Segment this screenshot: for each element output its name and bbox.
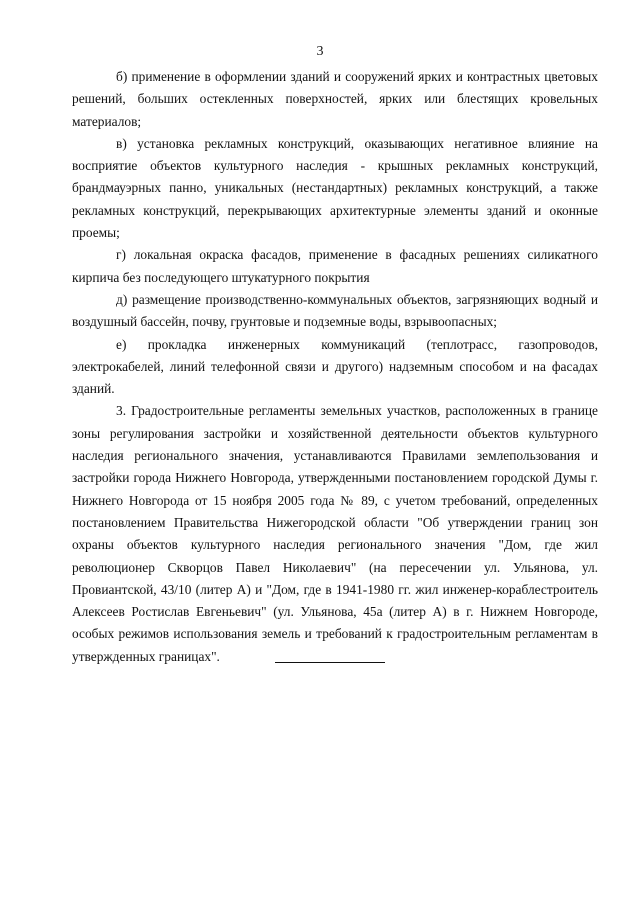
paragraph-b: б) применение в оформлении зданий и сооружений ярких и контрастных цветовых решений, больших остекленных поверхностей, ярких или блестящих кровельных материалов; [72,69,598,129]
paragraph-g: г) локальная окраска фасадов, применение в фасадных решениях силикатного кирпича без последующего штукатурного покрытия [72,247,598,285]
end-divider-line [275,662,385,663]
paragraph-d: д) размещение производственно-коммунальных объектов, загрязняющих водный и воздушный бассейн, почву, грунтовые и подземные воды, взрывоопасных; [72,291,598,330]
paragraph-e: е) прокладка инженерных коммуникаций (теплотрасс, газопроводов, электрокабелей, линий телефонной связи и другого) надземным способом и на фасадах зданий. [72,336,598,397]
document-body [72,66,598,668]
page-number: 3 [316,44,324,59]
paragraph-3: 3. Градостроительные регламенты земельных участков, расположенных в границе зоны регулирования застройки и хозяйственной деятельности объектов культурного наследия регионального значения, устанавливаются Правилами землепользования и застройки города Нижнего Новгорода, утвержденными постановлением городской Думы г. Нижнего Новгорода от 15 ноября 2005 года № 89, с учетом требований, определенных постановлением Правительства Нижегородской области "Об утверждении границ зон охраны объектов культурного наследия регионального значения "Дом, где жил революционер Скворцов Павел Николаевич" (на пересечении ул. Ульянова, ул. Провиантской, 43/10 (литер А) и "Дом, где в 1941-1980 гг. жил инженер-кораблестроитель Алексеев Ростислав Евгеньевич" (ул. Ульянова, 45а (литер А) в г. Нижнем Новгороде, особых режимов использования земель и требований к градостроительным регламентам в утвержденных границах". [72,403,598,664]
paragraph-v: в) установка рекламных конструкций, оказывающих негативное влияние на восприятие объектов культурного наследия - крышных рекламных конструкций, брандмауэрных панно, уникальных (нестандартных) рекламных конструкций, а также рекламных конструкций, перекрывающих архитектурные элементы зданий и оконные проемы; [72,135,598,241]
